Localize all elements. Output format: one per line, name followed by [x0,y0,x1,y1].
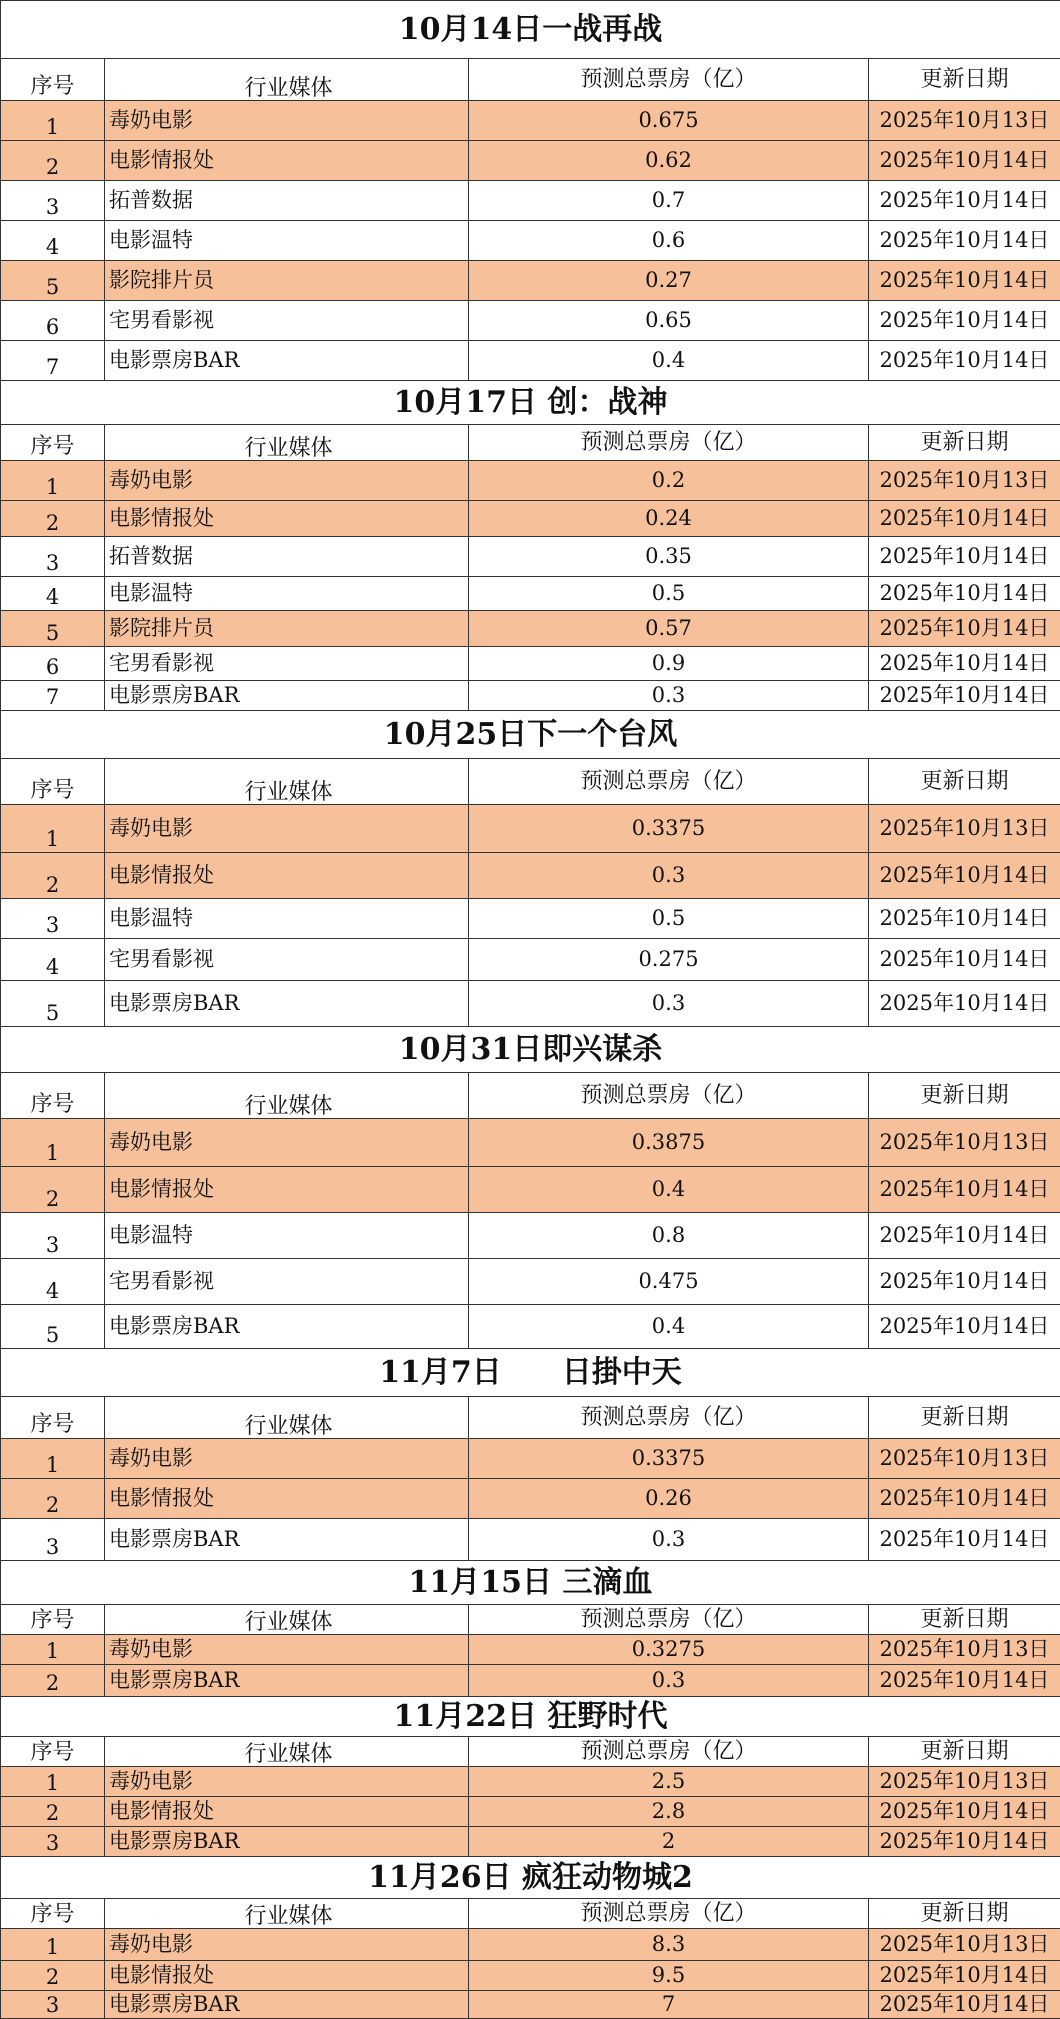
row-date: 2025年10月14日 [869,181,1060,221]
row-forecast: 0.3375 [469,1439,869,1479]
table-row [1,461,1060,501]
row-media: 毒奶电影 [105,1439,469,1479]
row-forecast: 0.9 [469,647,869,681]
row-date: 2025年10月14日 [869,577,1060,611]
row-media: 电影票房BAR [105,981,469,1027]
row-index: 2 [1,1797,105,1827]
row-forecast: 0.57 [469,611,869,647]
row-date: 2025年10月14日 [869,1827,1060,1857]
row-forecast: 8.3 [469,1929,869,1961]
row-index: 5 [1,611,105,647]
header-media: 行业媒体 [105,759,469,805]
film-title-row [1,1561,1060,1605]
table-row [1,899,1060,939]
row-date: 2025年10月14日 [869,681,1060,711]
forecast-table-body [1,1,1060,2019]
row-media: 宅男看影视 [105,1259,469,1305]
row-index: 2 [1,141,105,181]
row-index: 3 [1,1991,105,2019]
row-date: 2025年10月14日 [869,981,1060,1027]
row-index: 4 [1,577,105,611]
header-forecast: 预测总票房（亿） [469,1899,869,1929]
header-index: 序号 [1,1737,105,1767]
table-row [1,681,1060,711]
row-forecast: 0.8 [469,1213,869,1259]
header-index: 序号 [1,425,105,461]
table-row [1,1767,1060,1797]
row-media: 毒奶电影 [105,1635,469,1665]
row-index: 6 [1,301,105,341]
row-date: 2025年10月14日 [869,1305,1060,1349]
row-media: 电影情报处 [105,1961,469,1991]
film-title: 11月15日 三滴血 [1,1561,1060,1605]
row-media: 电影情报处 [105,501,469,537]
row-index: 1 [1,461,105,501]
row-media: 宅男看影视 [105,647,469,681]
row-forecast: 2.8 [469,1797,869,1827]
table-row [1,141,1060,181]
film-title: 10月31日即兴谋杀 [1,1027,1060,1073]
column-header-row [1,1397,1060,1439]
header-index: 序号 [1,759,105,805]
header-forecast: 预测总票房（亿） [469,1073,869,1119]
column-header-row [1,1073,1060,1119]
table-row [1,1119,1060,1167]
row-date: 2025年10月14日 [869,1479,1060,1519]
row-media: 电影温特 [105,577,469,611]
table-row [1,1991,1060,2019]
header-date: 更新日期 [869,1605,1060,1635]
table-row [1,501,1060,537]
header-date: 更新日期 [869,759,1060,805]
header-forecast: 预测总票房（亿） [469,425,869,461]
table-row [1,577,1060,611]
row-date: 2025年10月14日 [869,501,1060,537]
row-forecast: 0.3 [469,981,869,1027]
row-media: 毒奶电影 [105,805,469,853]
row-date: 2025年10月14日 [869,1961,1060,1991]
header-media: 行业媒体 [105,1605,469,1635]
header-index: 序号 [1,1397,105,1439]
header-media: 行业媒体 [105,1073,469,1119]
row-media: 电影票房BAR [105,1519,469,1561]
header-date: 更新日期 [869,59,1060,101]
table-row [1,181,1060,221]
row-index: 4 [1,939,105,981]
row-index: 1 [1,1635,105,1665]
table-row [1,939,1060,981]
row-media: 电影票房BAR [105,681,469,711]
row-forecast: 0.2 [469,461,869,501]
row-date: 2025年10月14日 [869,1259,1060,1305]
table-row [1,805,1060,853]
row-date: 2025年10月14日 [869,939,1060,981]
row-media: 毒奶电影 [105,101,469,141]
row-index: 5 [1,261,105,301]
row-index: 5 [1,981,105,1027]
row-index: 1 [1,1929,105,1961]
row-date: 2025年10月13日 [869,1119,1060,1167]
row-index: 2 [1,1665,105,1697]
row-index: 1 [1,1119,105,1167]
row-forecast: 0.475 [469,1259,869,1305]
row-date: 2025年10月14日 [869,611,1060,647]
row-media: 拓普数据 [105,537,469,577]
table-row [1,537,1060,577]
row-media: 拓普数据 [105,181,469,221]
row-media: 电影票房BAR [105,1827,469,1857]
row-forecast: 0.275 [469,939,869,981]
row-forecast: 0.4 [469,341,869,381]
table-row [1,1519,1060,1561]
row-media: 电影温特 [105,221,469,261]
row-media: 毒奶电影 [105,1767,469,1797]
row-forecast: 0.3375 [469,805,869,853]
table-row [1,611,1060,647]
header-media: 行业媒体 [105,425,469,461]
row-index: 7 [1,681,105,711]
row-date: 2025年10月14日 [869,1991,1060,2019]
header-index: 序号 [1,1605,105,1635]
row-forecast: 0.3 [469,681,869,711]
row-forecast: 0.4 [469,1167,869,1213]
row-media: 电影票房BAR [105,341,469,381]
table-row [1,1961,1060,1991]
table-row [1,853,1060,899]
row-media: 电影票房BAR [105,1665,469,1697]
row-forecast: 7 [469,1991,869,2019]
column-header-row [1,1899,1060,1929]
row-forecast: 0.3 [469,1519,869,1561]
row-index: 1 [1,101,105,141]
header-media: 行业媒体 [105,1737,469,1767]
header-forecast: 预测总票房（亿） [469,1737,869,1767]
row-forecast: 2.5 [469,1767,869,1797]
row-media: 毒奶电影 [105,461,469,501]
header-date: 更新日期 [869,1899,1060,1929]
header-date: 更新日期 [869,1397,1060,1439]
row-forecast: 0.4 [469,1305,869,1349]
column-header-row [1,1737,1060,1767]
row-forecast: 0.62 [469,141,869,181]
row-forecast: 0.35 [469,537,869,577]
column-header-row [1,759,1060,805]
header-forecast: 预测总票房（亿） [469,759,869,805]
film-title: 10月14日一战再战 [1,1,1060,59]
row-date: 2025年10月13日 [869,1767,1060,1797]
row-date: 2025年10月14日 [869,537,1060,577]
row-date: 2025年10月14日 [869,261,1060,301]
row-media: 电影情报处 [105,1479,469,1519]
film-title: 10月25日下一个台风 [1,711,1060,759]
table-row [1,1797,1060,1827]
film-title-row [1,1,1060,59]
row-forecast: 2 [469,1827,869,1857]
table-row [1,1665,1060,1697]
row-index: 3 [1,899,105,939]
header-media: 行业媒体 [105,1397,469,1439]
row-index: 7 [1,341,105,381]
header-date: 更新日期 [869,1737,1060,1767]
table-row [1,1827,1060,1857]
table-row [1,1635,1060,1665]
table-row [1,101,1060,141]
row-media: 电影票房BAR [105,1991,469,2019]
row-date: 2025年10月14日 [869,1213,1060,1259]
row-media: 电影情报处 [105,1167,469,1213]
row-date: 2025年10月14日 [869,1167,1060,1213]
row-index: 3 [1,1827,105,1857]
row-date: 2025年10月13日 [869,461,1060,501]
row-index: 2 [1,1961,105,1991]
header-date: 更新日期 [869,1073,1060,1119]
header-media: 行业媒体 [105,59,469,101]
row-forecast: 0.5 [469,577,869,611]
row-date: 2025年10月13日 [869,1929,1060,1961]
row-media: 电影温特 [105,1213,469,1259]
row-date: 2025年10月14日 [869,853,1060,899]
header-date: 更新日期 [869,425,1060,461]
row-media: 毒奶电影 [105,1119,469,1167]
film-title-row [1,1349,1060,1397]
row-date: 2025年10月13日 [869,1635,1060,1665]
header-index: 序号 [1,1073,105,1119]
table-row [1,1213,1060,1259]
table-row [1,981,1060,1027]
row-index: 2 [1,853,105,899]
header-media: 行业媒体 [105,1899,469,1929]
row-index: 3 [1,1213,105,1259]
film-title: 11月7日 日掛中天 [1,1349,1060,1397]
row-index: 6 [1,647,105,681]
row-index: 2 [1,501,105,537]
row-forecast: 0.65 [469,301,869,341]
row-forecast: 0.3875 [469,1119,869,1167]
header-forecast: 预测总票房（亿） [469,1397,869,1439]
film-title: 11月22日 狂野时代 [1,1697,1060,1737]
row-media: 电影票房BAR [105,1305,469,1349]
row-index: 3 [1,181,105,221]
row-media: 宅男看影视 [105,301,469,341]
table-row [1,1479,1060,1519]
table-row [1,341,1060,381]
film-title: 10月17日 创：战神 [1,381,1060,425]
column-header-row [1,425,1060,461]
row-forecast: 9.5 [469,1961,869,1991]
table-row [1,1259,1060,1305]
table-row [1,261,1060,301]
row-index: 1 [1,1439,105,1479]
row-forecast: 0.3 [469,853,869,899]
row-media: 电影情报处 [105,141,469,181]
row-date: 2025年10月14日 [869,141,1060,181]
row-media: 电影情报处 [105,853,469,899]
row-date: 2025年10月14日 [869,1665,1060,1697]
row-date: 2025年10月14日 [869,1519,1060,1561]
row-media: 宅男看影视 [105,939,469,981]
row-index: 1 [1,1767,105,1797]
row-forecast: 0.5 [469,899,869,939]
header-forecast: 预测总票房（亿） [469,59,869,101]
row-index: 4 [1,1259,105,1305]
column-header-row [1,59,1060,101]
header-index: 序号 [1,1899,105,1929]
row-date: 2025年10月13日 [869,805,1060,853]
header-forecast: 预测总票房（亿） [469,1605,869,1635]
film-title-row [1,1027,1060,1073]
row-date: 2025年10月13日 [869,1439,1060,1479]
row-forecast: 0.24 [469,501,869,537]
table-row [1,301,1060,341]
table-row [1,1929,1060,1961]
table-row [1,1305,1060,1349]
row-index: 3 [1,1519,105,1561]
row-date: 2025年10月14日 [869,899,1060,939]
film-title-row [1,1697,1060,1737]
table-row [1,1167,1060,1213]
row-date: 2025年10月14日 [869,1797,1060,1827]
table-row [1,647,1060,681]
film-title-row [1,1857,1060,1899]
film-title-row [1,711,1060,759]
row-media: 影院排片员 [105,261,469,301]
row-forecast: 0.3 [469,1665,869,1697]
row-media: 电影温特 [105,899,469,939]
row-index: 2 [1,1167,105,1213]
row-date: 2025年10月14日 [869,647,1060,681]
row-forecast: 0.7 [469,181,869,221]
row-date: 2025年10月14日 [869,341,1060,381]
row-index: 5 [1,1305,105,1349]
row-index: 2 [1,1479,105,1519]
film-title: 11月26日 疯狂动物城2 [1,1857,1060,1899]
table-row [1,1439,1060,1479]
row-index: 4 [1,221,105,261]
column-header-row [1,1605,1060,1635]
row-index: 3 [1,537,105,577]
table-row [1,221,1060,261]
row-media: 影院排片员 [105,611,469,647]
row-forecast: 0.3275 [469,1635,869,1665]
row-forecast: 0.26 [469,1479,869,1519]
row-forecast: 0.27 [469,261,869,301]
row-date: 2025年10月14日 [869,221,1060,261]
row-date: 2025年10月14日 [869,301,1060,341]
row-media: 电影情报处 [105,1797,469,1827]
row-forecast: 0.675 [469,101,869,141]
row-index: 1 [1,805,105,853]
row-date: 2025年10月13日 [869,101,1060,141]
header-index: 序号 [1,59,105,101]
film-title-row [1,381,1060,425]
row-media: 毒奶电影 [105,1929,469,1961]
row-forecast: 0.6 [469,221,869,261]
